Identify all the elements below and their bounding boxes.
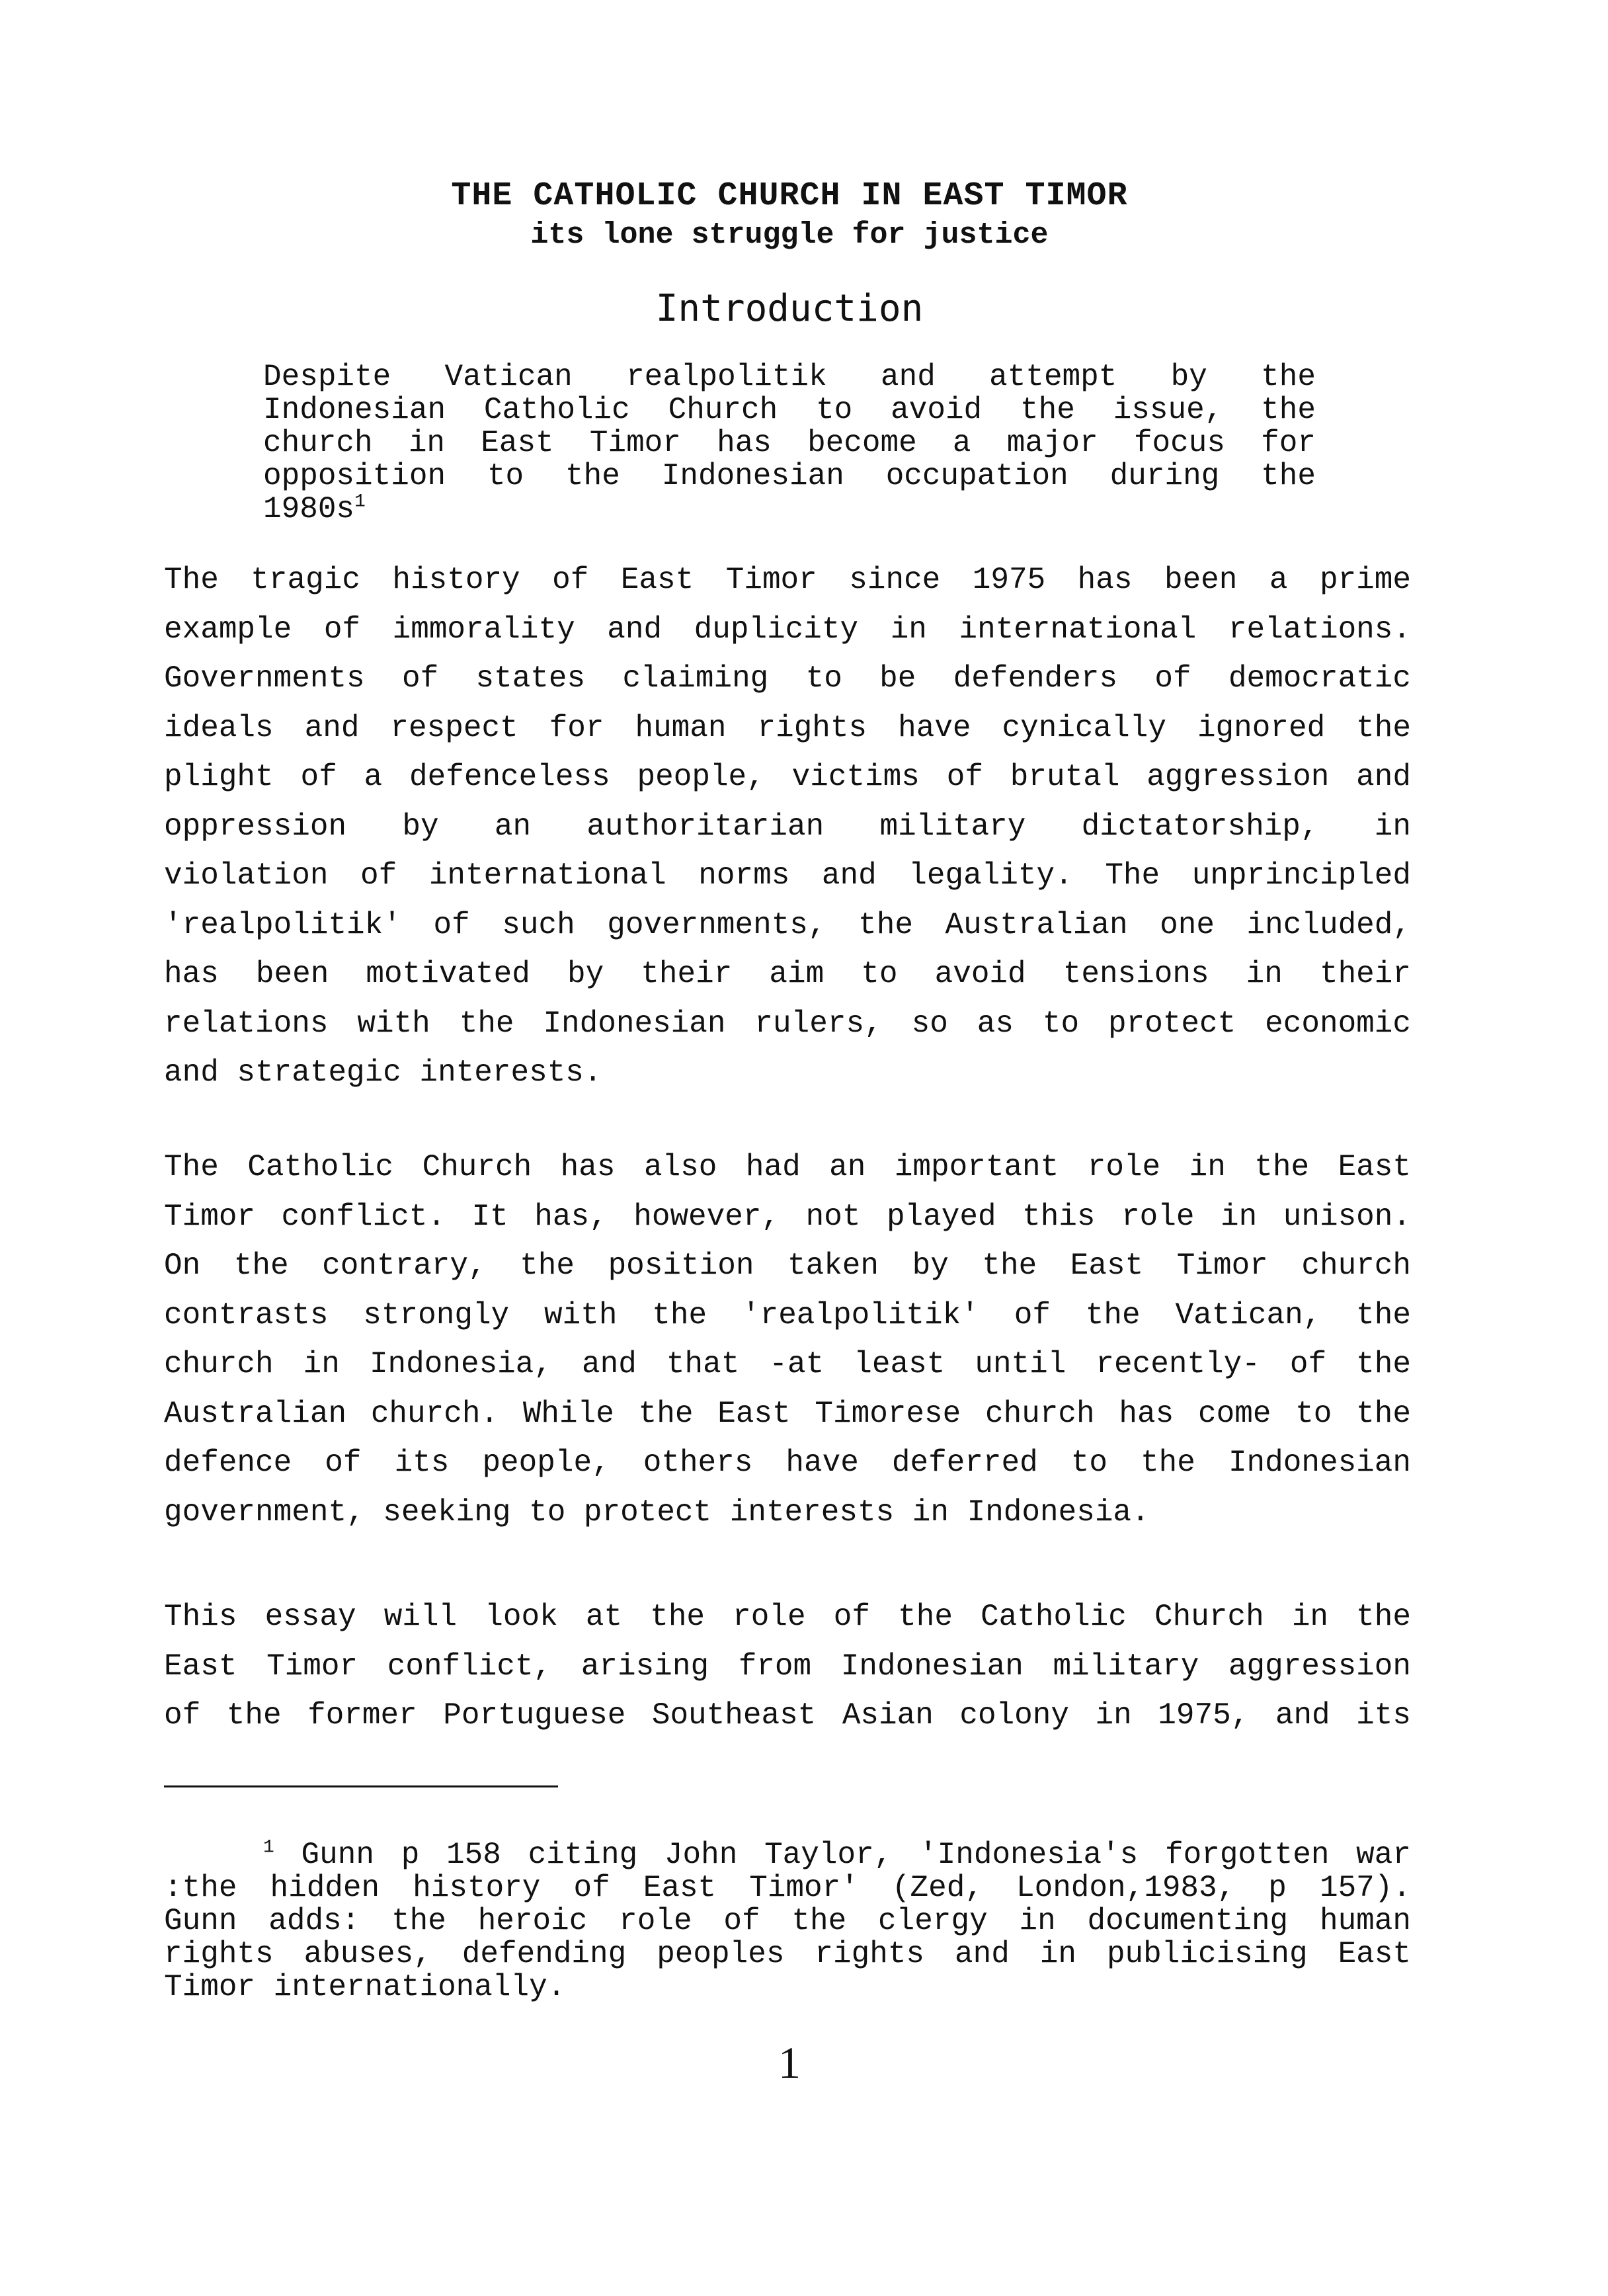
epigraph-last-text: 1980s [263,492,355,526]
document-title: THE CATHOLIC CHURCH IN EAST TIMOR [451,177,1128,215]
page-number: 1 [778,2037,801,2088]
section-heading: Introduction [655,287,924,330]
paragraph-line: contrasts strongly with the 'realpolitik' of the Vatican, the [164,1297,1411,1332]
epigraph-line: church in East Timor has become a major focus for [263,426,1316,460]
paragraph-line: violation of international norms and legality. The unprincipled [164,858,1411,893]
paragraph-line: and strategic interests. [164,1055,602,1090]
footnote-separator [164,1785,558,1787]
paragraph-1 [164,555,1411,1098]
paragraph-line: This essay will look at the role of the Catholic Church in the [164,1600,1411,1634]
paragraph-line: government, seeking to protect interests in Indonesia. [164,1495,1150,1530]
epigraph-line: Indonesian Catholic Church to avoid the issue, the [263,393,1316,427]
paragraph-line: church in Indonesia, and that -at least until recently- of the [164,1347,1411,1381]
paragraph-line: oppression by an authoritarian military dictatorship, in [164,809,1411,844]
paragraph-line: plight of a defenceless people, victims of brutal aggression and [164,760,1411,794]
footnote-reference[interactable]: 1 [354,491,366,512]
document-subtitle: its lone struggle for justice [530,218,1049,252]
footnote-marker: 1 [263,1837,274,1858]
paragraph-line: Governments of states claiming to be defenders of democratic [164,661,1411,696]
paragraph-line: Australian church. While the East Timorese church has come to the [164,1396,1411,1431]
paragraph-line: East Timor conflict, arising from Indonesian military aggression [164,1649,1411,1684]
paragraph-3 [164,1592,1411,1741]
paragraph-line: The Catholic Church has also had an important role in the East [164,1150,1411,1184]
paragraph-line: ideals and respect for human rights have cynically ignored the [164,710,1411,745]
epigraph-last-line [263,493,1316,526]
footnote-line: Timor internationally. [164,1970,566,2004]
paragraph-line: The tragic history of East Timor since 1975 has been a prime [164,563,1411,597]
paragraph-line: relations with the Indonesian rulers, so as to protect economic [164,1006,1411,1041]
footnote-line: rights abuses, defending peoples rights and in publicising East [164,1937,1411,1971]
epigraph [263,360,1316,526]
footnote-line: :the hidden history of East Timor' (Zed, London,1983, p 157). [164,1871,1411,1905]
paragraph-line: has been motivated by their aim to avoid tensions in their [164,957,1411,991]
epigraph-line: opposition to the Indonesian occupation during the [263,459,1316,493]
paragraph-line: defence of its people, others have deferred to the Indonesian [164,1446,1411,1480]
footnote-line [164,1838,1411,1871]
paragraph-line: example of immorality and duplicity in international relations. [164,612,1411,647]
footnote [164,1838,1411,2004]
paragraph-line: of the former Portuguese Southeast Asian colony in 1975, and its [164,1698,1411,1733]
paragraph-line: Timor conflict. It has, however, not played this role in unison. [164,1199,1411,1234]
epigraph-line: Despite Vatican realpolitik and attempt by the [263,360,1316,394]
paragraph-line: On the contrary, the position taken by the East Timor church [164,1249,1411,1283]
footnote-first-text: Gunn p 158 citing John Taylor, 'Indonesia's forgotten war [301,1838,1411,1872]
paragraph-2 [164,1143,1411,1537]
paragraph-line: 'realpolitik' of such governments, the Australian one included, [164,907,1411,942]
footnote-line: Gunn adds: the heroic role of the clergy in documenting human [164,1904,1411,1938]
